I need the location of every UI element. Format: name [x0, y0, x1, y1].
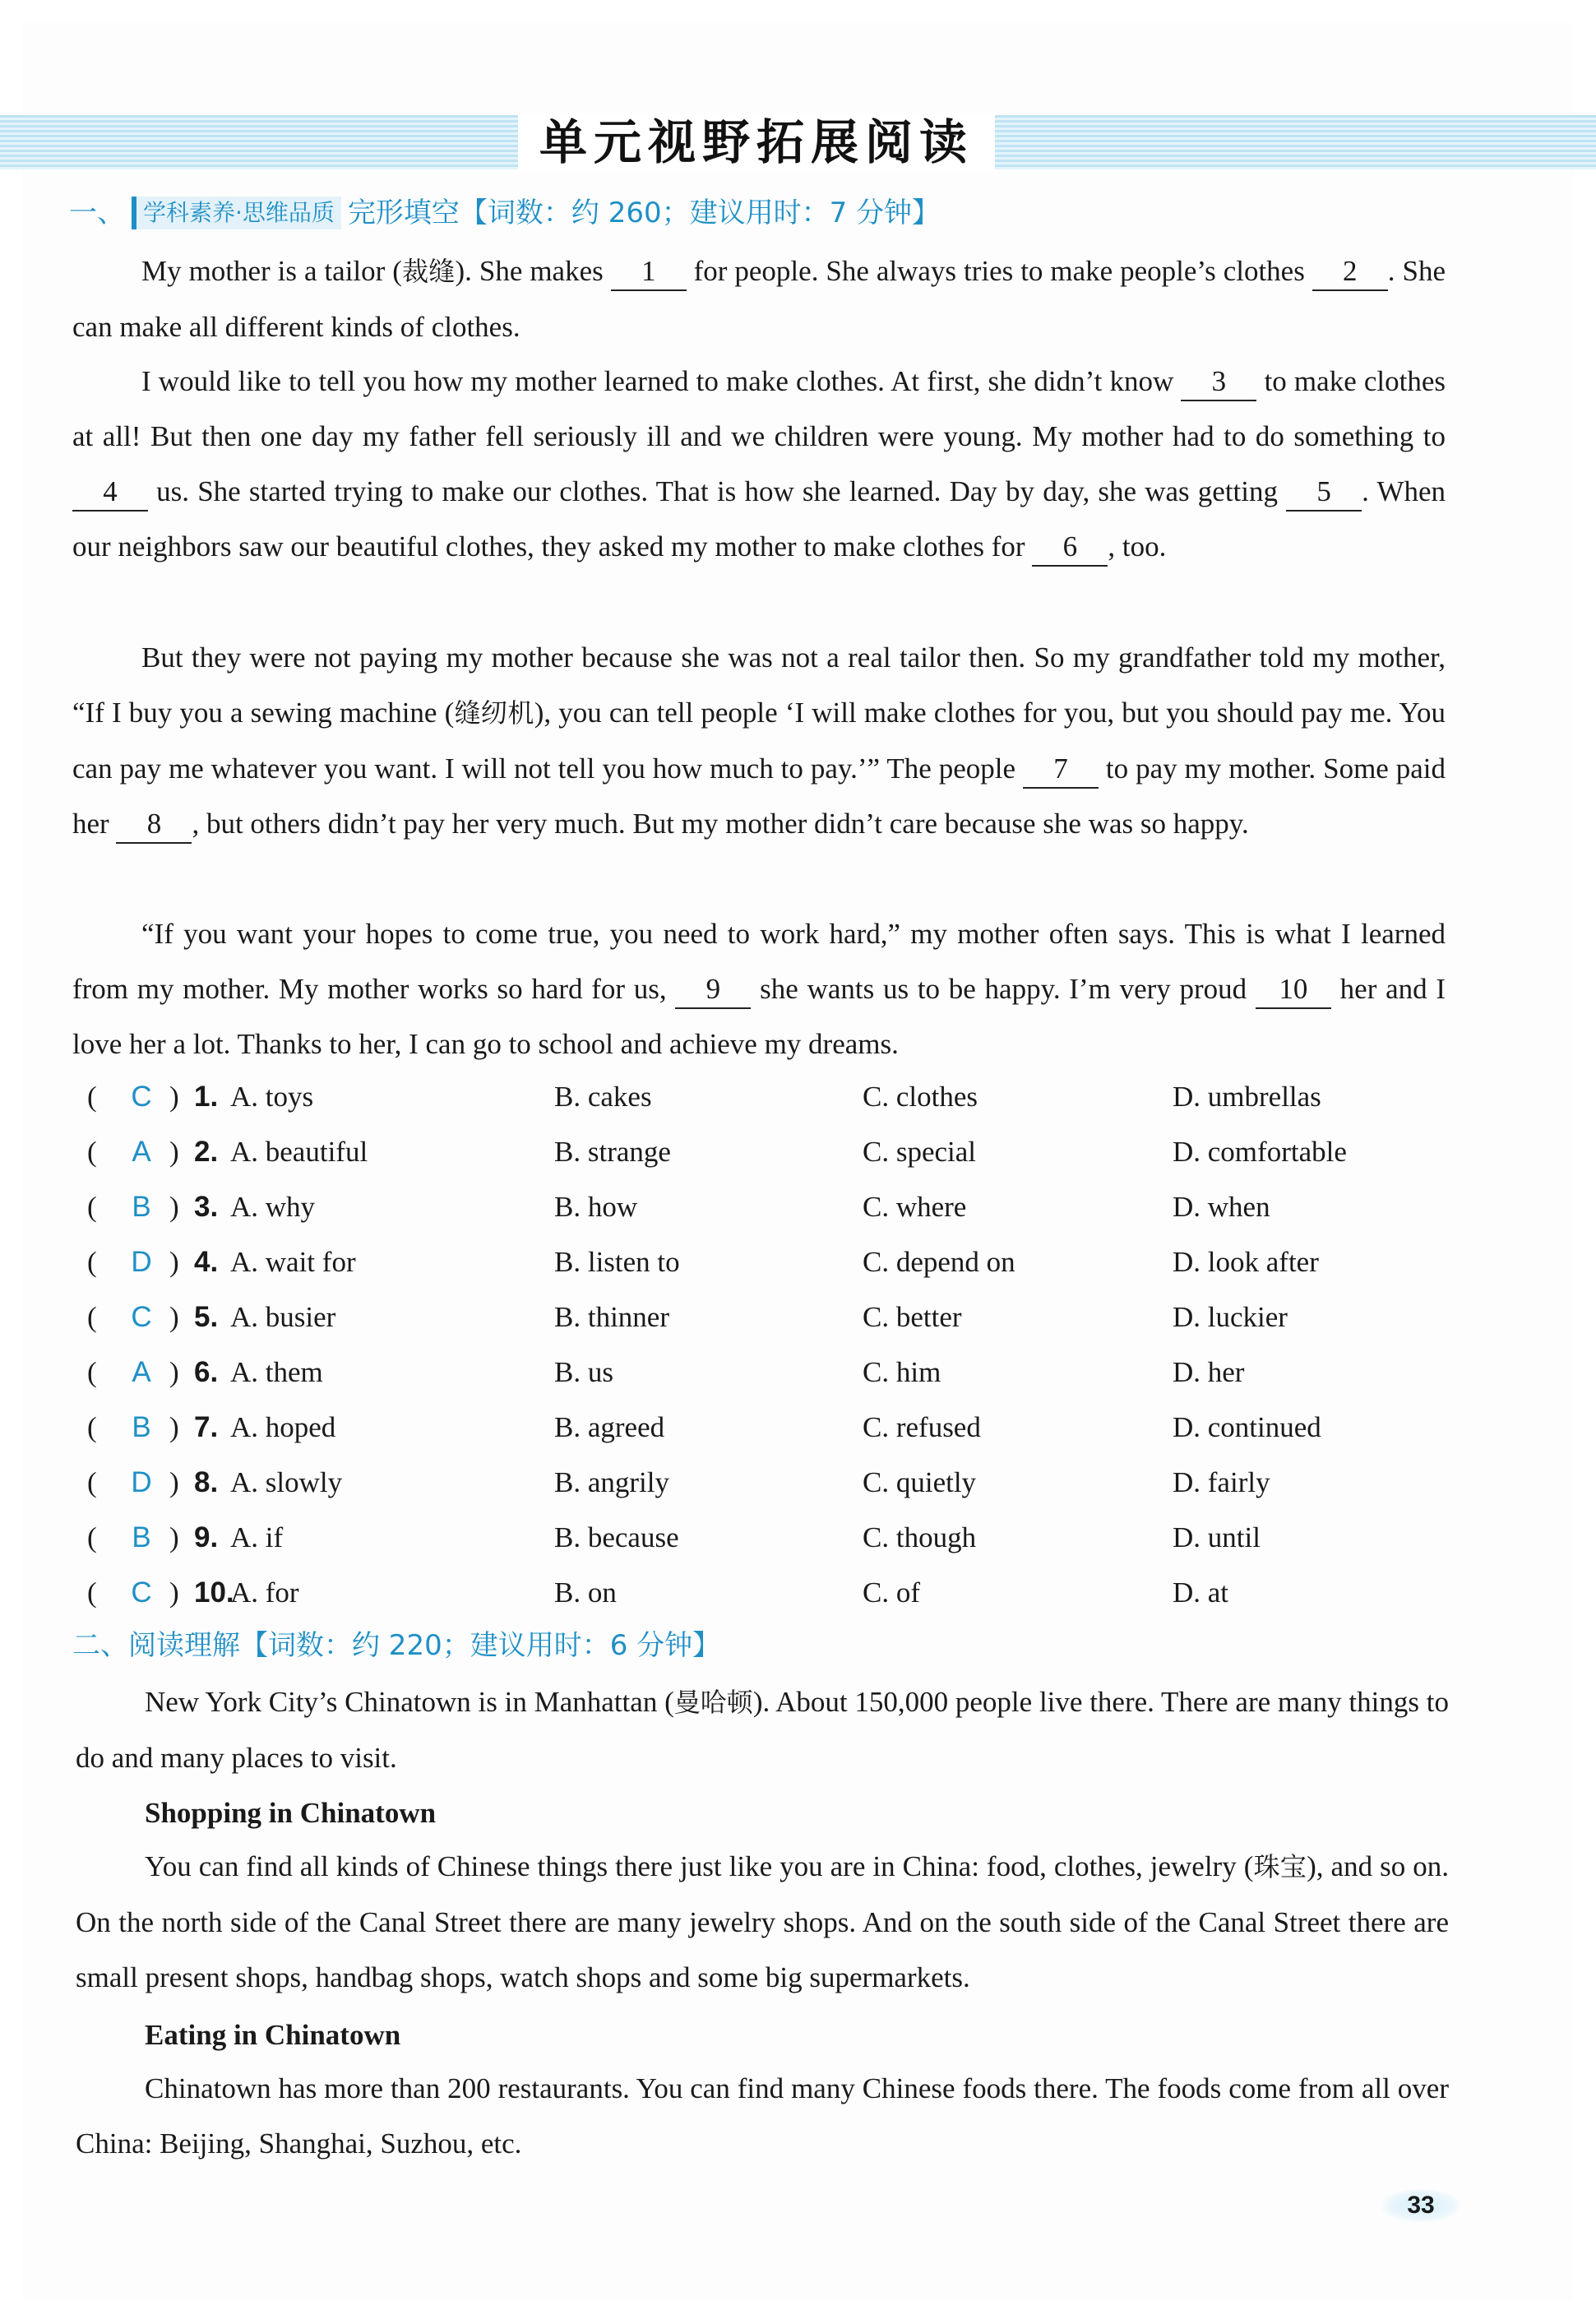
option-a: A. beautiful — [230, 1136, 368, 1168]
text: . She can make all different kinds of clothes. — [72, 255, 1446, 343]
option-c: C. special — [863, 1136, 977, 1168]
section1-title: 完形填空【词数：约 260；建议用时：7 分钟】 — [347, 197, 941, 229]
chinese-gloss: 缝纫机 — [454, 697, 534, 729]
answer: D — [131, 1246, 152, 1278]
option-d: D. comfortable — [1173, 1136, 1347, 1168]
question-row — [82, 1127, 1480, 1177]
paren-left: ( — [87, 1136, 97, 1168]
section1-tag: 学科素养·思维品质 — [132, 197, 341, 229]
cloze-paragraph-3 — [72, 630, 1446, 851]
option-d: D. fairly — [1173, 1466, 1270, 1498]
answer: B — [132, 1411, 151, 1443]
answer: B — [132, 1521, 151, 1553]
paren-right: ) — [169, 1081, 179, 1113]
paren-right: ) — [169, 1246, 179, 1278]
cloze-paragraph-4 — [72, 906, 1446, 1072]
option-d: D. her — [1173, 1356, 1245, 1388]
question-row — [82, 1568, 1480, 1618]
question-number: 7. — [194, 1411, 219, 1443]
page-title: 单元视野拓展阅读 — [518, 113, 995, 171]
paren-right: ) — [169, 1466, 179, 1498]
option-c: C. depend on — [863, 1246, 1015, 1278]
paren-left: ( — [87, 1521, 97, 1553]
option-b: B. on — [554, 1576, 617, 1609]
paren-left: ( — [87, 1246, 97, 1278]
answer: A — [132, 1356, 151, 1388]
section2-heading: 二、阅读理解【词数：约 220；建议用时：6 分钟】 — [72, 1629, 721, 1662]
shopping-paragraph — [76, 1839, 1449, 2005]
option-c: C. quietly — [863, 1466, 977, 1498]
option-d: D. until — [1173, 1521, 1261, 1553]
paren-left: ( — [87, 1081, 97, 1113]
text: her and I love her a lot. Thanks to her, I can go to school and achieve my dreams. — [72, 973, 1446, 1060]
text: , but others didn’t pay her very much. But my mother didn’t care because she was so happy. — [192, 808, 1249, 840]
option-d: D. luckier — [1173, 1301, 1288, 1333]
question-row — [82, 1513, 1480, 1562]
cloze-paragraph-2 — [72, 354, 1446, 574]
text: . When our neighbors saw our beautiful clothes, they asked my mother to make clothes for — [72, 475, 1446, 562]
cloze-paragraph-1 — [72, 243, 1446, 354]
question-row — [82, 1072, 1480, 1122]
answer: D — [131, 1466, 152, 1498]
blank-7: 7 — [1023, 751, 1099, 789]
option-a: A. toys — [230, 1081, 314, 1113]
chinese-gloss: 裁缝 — [401, 256, 456, 287]
question-number: 5. — [194, 1301, 219, 1333]
text: ). About 150,000 people live there. There are many things to do and many places to visit. — [76, 1686, 1449, 1774]
option-c: C. him — [863, 1356, 941, 1388]
paren-right: ) — [169, 1521, 179, 1553]
question-number: 3. — [194, 1191, 219, 1223]
option-c: C. of — [863, 1576, 920, 1609]
option-b: B. cakes — [554, 1081, 652, 1113]
question-number: 8. — [194, 1466, 219, 1498]
text: to pay my mother. Some paid her — [72, 752, 1446, 840]
option-a: A. busier — [230, 1301, 336, 1333]
answer: A — [132, 1136, 151, 1168]
blank-8: 8 — [116, 806, 192, 844]
option-b: B. because — [554, 1521, 679, 1553]
paren-right: ) — [169, 1191, 179, 1223]
paren-left: ( — [87, 1466, 97, 1498]
option-a: A. slowly — [230, 1466, 343, 1498]
blank-4: 4 — [72, 474, 148, 512]
page-number: 33 — [1381, 2189, 1460, 2222]
blank-1: 1 — [611, 253, 687, 291]
option-b: B. how — [554, 1191, 638, 1223]
option-a: A. wait for — [230, 1246, 356, 1278]
question-row — [82, 1348, 1480, 1397]
answer: C — [131, 1081, 152, 1113]
text: us. She started trying to make our clothes. That is how she learned. Day by day, she was getting — [156, 475, 1278, 507]
question-number: 9. — [194, 1521, 219, 1553]
paren-left: ( — [87, 1576, 97, 1609]
chinese-gloss: 曼哈顿 — [673, 1687, 753, 1718]
section1-heading — [69, 192, 940, 234]
shopping-heading: Shopping in Chinatown — [145, 1797, 437, 1829]
text: I would like to tell you how my mother learned to make clothes. At first, she didn’t know — [141, 365, 1174, 397]
option-b: B. angrily — [554, 1466, 669, 1498]
question-number: 6. — [194, 1356, 219, 1388]
option-d: D. umbrellas — [1173, 1081, 1321, 1113]
option-d: D. when — [1173, 1191, 1270, 1223]
text: “If you want your hopes to come true, you need to work hard,” my mother often says. This is what I learned from my mother. My mother works so hard for us, — [72, 918, 1446, 1005]
text: New York City’s Chinatown is in Manhattan ( — [145, 1686, 674, 1718]
text: ). She makes — [455, 255, 604, 287]
blank-9: 9 — [675, 971, 751, 1009]
option-c: C. clothes — [863, 1081, 978, 1113]
text: she wants us to be happy. I’m very proud — [760, 973, 1247, 1005]
option-a: A. why — [230, 1191, 316, 1223]
option-c: C. refused — [863, 1411, 981, 1443]
paren-right: ) — [169, 1356, 179, 1388]
option-a: A. for — [230, 1576, 299, 1609]
option-c: C. better — [863, 1301, 962, 1333]
paren-left: ( — [87, 1411, 97, 1443]
option-c: C. where — [863, 1191, 967, 1223]
blank-3: 3 — [1181, 363, 1256, 401]
reading-intro — [76, 1674, 1449, 1785]
text: ), you can tell people ‘I will make clothes for you, but you should pay me. You can pay me whatever you want. I will not tell you how much to pay.’” The people — [72, 697, 1446, 785]
question-number: 1. — [194, 1081, 219, 1113]
text: to make clothes at all! But then one day my father fell seriously ill and we children were young. My mother had to do something to — [72, 365, 1446, 452]
option-a: A. them — [230, 1356, 323, 1388]
option-b: B. agreed — [554, 1411, 665, 1443]
text: ), and so on. On the north side of the Canal Street there are many jewelry shops. And on the south side of the Canal Street there are small present shops, handbag shops, watch shops and some big supermarkets. — [76, 1850, 1449, 1993]
option-b: B. listen to — [554, 1246, 680, 1278]
option-a: A. if — [230, 1521, 284, 1553]
question-number: 2. — [194, 1136, 219, 1168]
option-d: D. look after — [1173, 1246, 1319, 1278]
paren-right: ) — [169, 1136, 179, 1168]
option-b: B. us — [554, 1356, 613, 1388]
paren-left: ( — [87, 1191, 97, 1223]
question-row — [82, 1293, 1480, 1342]
option-d: D. continued — [1173, 1411, 1321, 1443]
question-row — [82, 1403, 1480, 1452]
paren-right: ) — [169, 1411, 179, 1443]
option-b: B. strange — [554, 1136, 671, 1168]
option-b: B. thinner — [554, 1301, 669, 1333]
answer: B — [132, 1191, 151, 1223]
blank-2: 2 — [1312, 253, 1388, 291]
text: You can find all kinds of Chinese things there just like you are in China: food, clothes, jewelry ( — [145, 1850, 1254, 1882]
blank-5: 5 — [1286, 474, 1362, 512]
option-c: C. though — [863, 1521, 977, 1553]
section1-prefix: 一、 — [69, 197, 125, 229]
option-d: D. at — [1173, 1576, 1229, 1609]
eating-paragraph: Chinatown has more than 200 restaurants. You can find many Chinese foods there. The foods come from all over China: Beijing, Shanghai, Suzhou, etc. — [76, 2072, 1449, 2160]
text: for people. She always tries to make people’s clothes — [693, 255, 1305, 287]
answer: C — [131, 1301, 152, 1333]
question-row — [82, 1238, 1480, 1287]
answer: C — [131, 1576, 152, 1609]
paren-right: ) — [169, 1576, 179, 1609]
option-a: A. hoped — [230, 1411, 336, 1443]
text: , too. — [1108, 530, 1167, 562]
blank-10: 10 — [1256, 971, 1331, 1009]
question-row — [82, 1183, 1480, 1232]
paren-right: ) — [169, 1301, 179, 1333]
question-number: 4. — [194, 1246, 219, 1278]
question-row — [82, 1458, 1480, 1507]
blank-6: 6 — [1032, 529, 1108, 567]
paren-left: ( — [87, 1301, 97, 1333]
paren-left: ( — [87, 1356, 97, 1388]
text: But they were not paying my mother because she was not a real tailor then. So my grandfather told my mother, “If I buy you a sewing machine ( — [72, 641, 1446, 729]
question-number: 10. — [194, 1576, 234, 1609]
text: My mother is a tailor ( — [141, 255, 402, 287]
chinese-gloss: 珠宝 — [1253, 1851, 1307, 1882]
eating-heading: Eating in Chinatown — [145, 2019, 401, 2051]
